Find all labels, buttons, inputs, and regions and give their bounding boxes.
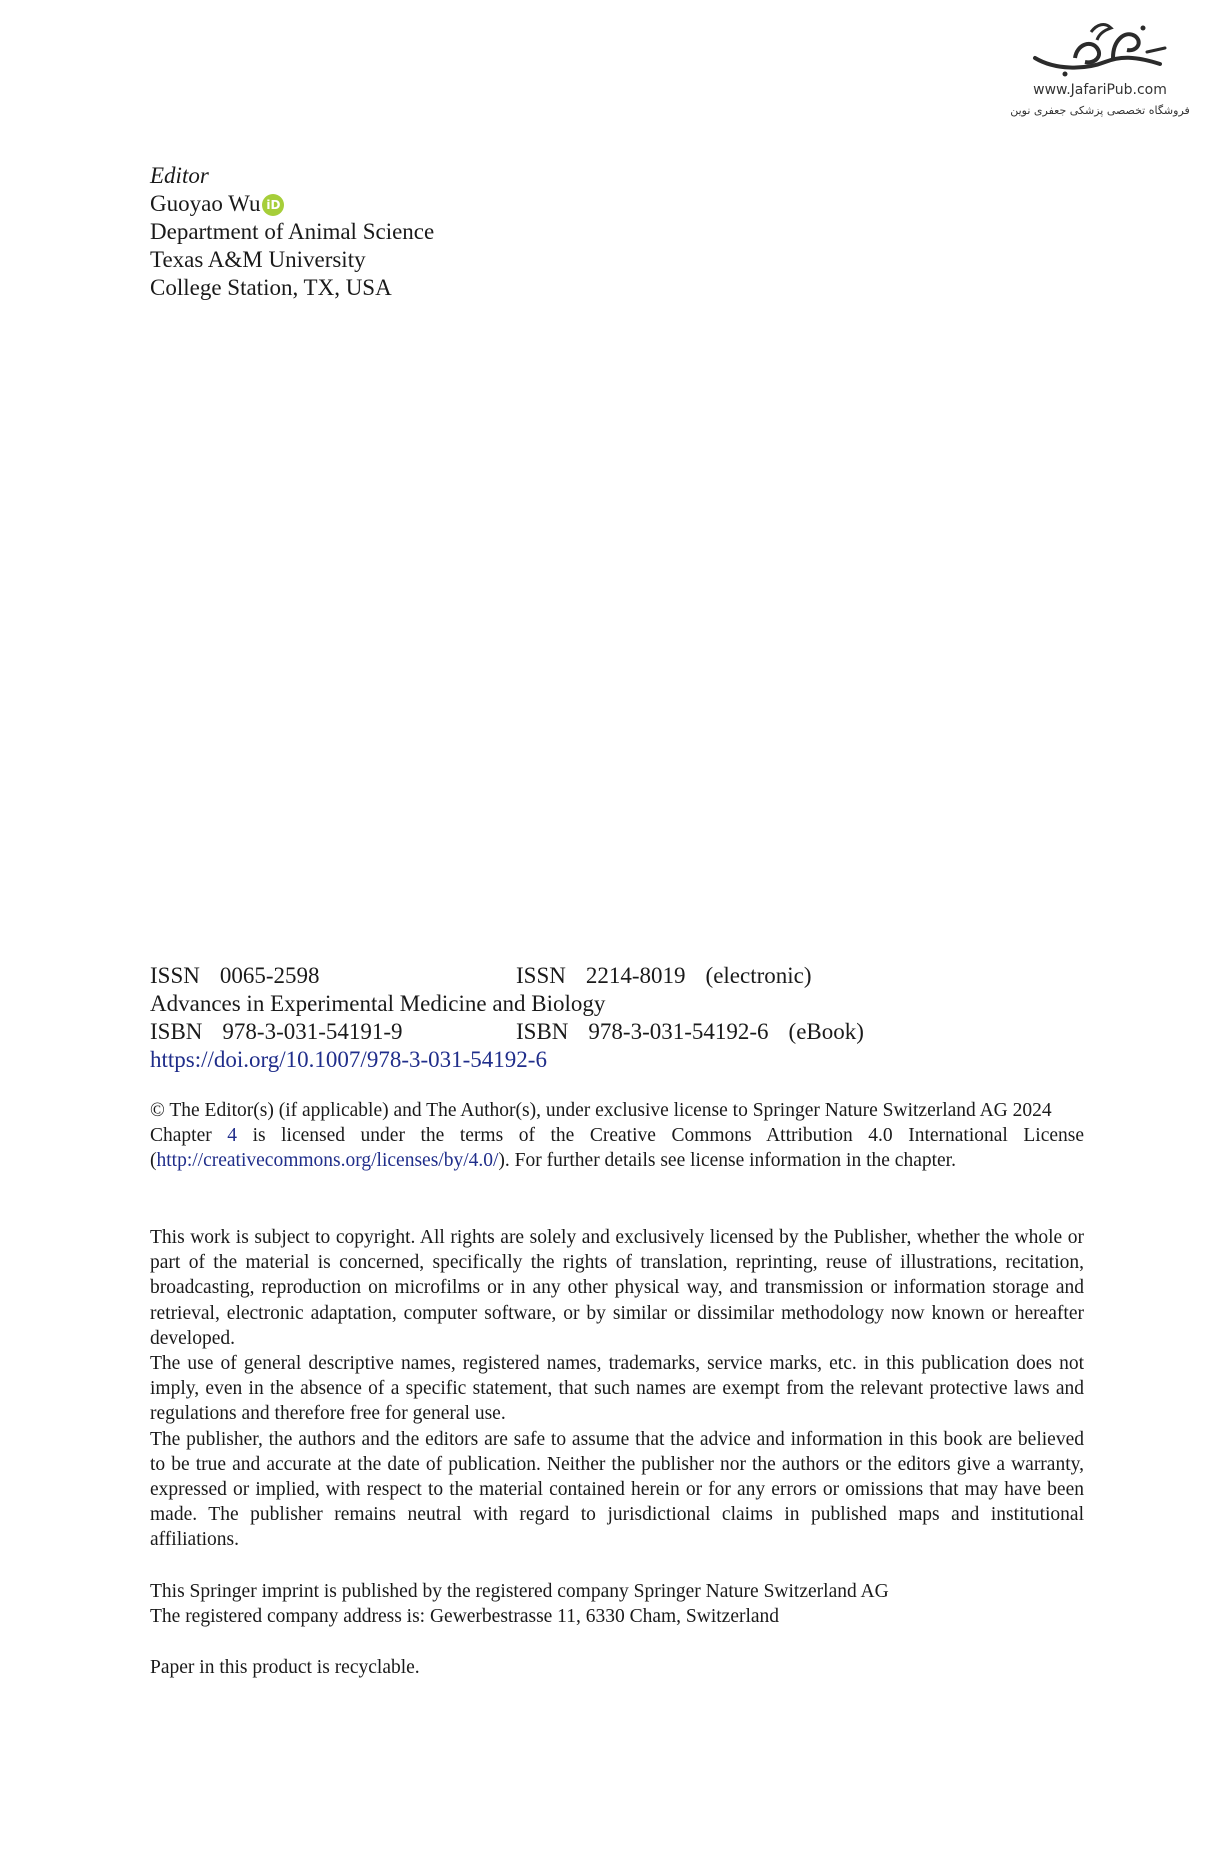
editor-name: Guoyao Wu — [150, 191, 261, 216]
publication-info — [150, 962, 1085, 1074]
issn-electronic: 2214-8019 — [585, 963, 686, 988]
imprint-block — [150, 1579, 1084, 1629]
isbn-ebook-note: (eBook) — [788, 1019, 864, 1044]
license-url-link[interactable]: http://creativecommons.org/licenses/by/4.0/ — [156, 1150, 499, 1172]
series-title: Advances in Experimental Medicine and Biology — [150, 991, 606, 1016]
issn-print: 0065-2598 — [219, 963, 320, 988]
license-block — [150, 1098, 1084, 1174]
editor-name-line — [150, 190, 434, 218]
watermark-subtitle: فروشگاه تخصصی پزشکی جعفری نوین — [1010, 104, 1190, 117]
chapter-link[interactable]: 4 — [227, 1125, 238, 1147]
issn-electronic-note: (electronic) — [705, 963, 812, 988]
chapter-license: Chapter 4 is licensed under the terms of the Creative Commons Attribution 4.0 International License (http://creativecommons.org/licenses/by/4.0/). For further details see license information in the chapter. — [150, 1125, 1084, 1172]
rights-paragraph-trademarks: The use of general descriptive names, registered names, trademarks, service marks, etc. in this publication does not imply, even in the absence of a specific statement, that such names are exempt from the relevant protective laws and regulations and therefore free for general use. — [150, 1353, 1084, 1425]
publisher-watermark — [995, 18, 1205, 117]
recyclable-note: Paper in this product is recyclable. — [150, 1657, 420, 1678]
isbn-ebook: 978-3-031-54192-6 — [588, 1019, 769, 1044]
isbn-row — [150, 1018, 1085, 1046]
editor-location: College Station, TX, USA — [150, 275, 392, 300]
imprint-line-2: The registered company address is: Gewerbestrasse 11, 6330 Cham, Switzerland — [150, 1606, 780, 1628]
isbn-print: 978-3-031-54191-9 — [222, 1019, 403, 1044]
editor-label: Editor — [150, 163, 209, 188]
rights-paragraph-copyright: This work is subject to copyright. All rights are solely and exclusively licensed by the Publisher, whether the whole or part of the material is concerned, specifically the rights of translation, reprinting, reuse of illustrations, recitation, broadcasting, reproduction on microfilms or in any other physical way, and transmission or information storage and retrieval, electronic adaptation, computer software, or by similar or dissimilar methodology now known or hereafter developed. — [150, 1227, 1084, 1349]
doi-link[interactable]: https://doi.org/10.1007/978-3-031-54192-6 — [150, 1047, 547, 1072]
imprint-line-1: This Springer imprint is published by the registered company Springer Nature Switzerland AG — [150, 1581, 889, 1602]
isbn-ebook-label: ISBN — [516, 1019, 569, 1044]
issn-electronic-label: ISSN — [516, 963, 566, 988]
issn-row — [150, 962, 1085, 990]
rights-paragraph-disclaimer: The publisher, the authors and the editors are safe to assume that the advice and information in this book are believed to be true and accurate at the date of publication. Neither the publisher nor the authors or the editors give a warranty, expressed or implied, with respect to the material contained herein or for any errors or omissions that may have been made. The publisher remains neutral with regard to jurisdictional claims in published maps and institutional affiliations. — [150, 1428, 1084, 1551]
editor-university: Texas A&M University — [150, 247, 366, 272]
orcid-icon[interactable]: iD — [262, 194, 284, 216]
jafaripub-logo-icon — [1025, 18, 1175, 80]
editor-block — [150, 162, 434, 302]
rights-block — [150, 1225, 1084, 1553]
isbn-print-label: ISBN — [150, 1019, 203, 1044]
copyright-notice: © The Editor(s) (if applicable) and The Author(s), under exclusive license to Springer Nature Switzerland AG 2024 — [150, 1100, 1052, 1121]
issn-print-label: ISSN — [150, 963, 200, 988]
watermark-url: www.JafariPub.com — [1033, 82, 1167, 98]
editor-department: Department of Animal Science — [150, 219, 435, 244]
